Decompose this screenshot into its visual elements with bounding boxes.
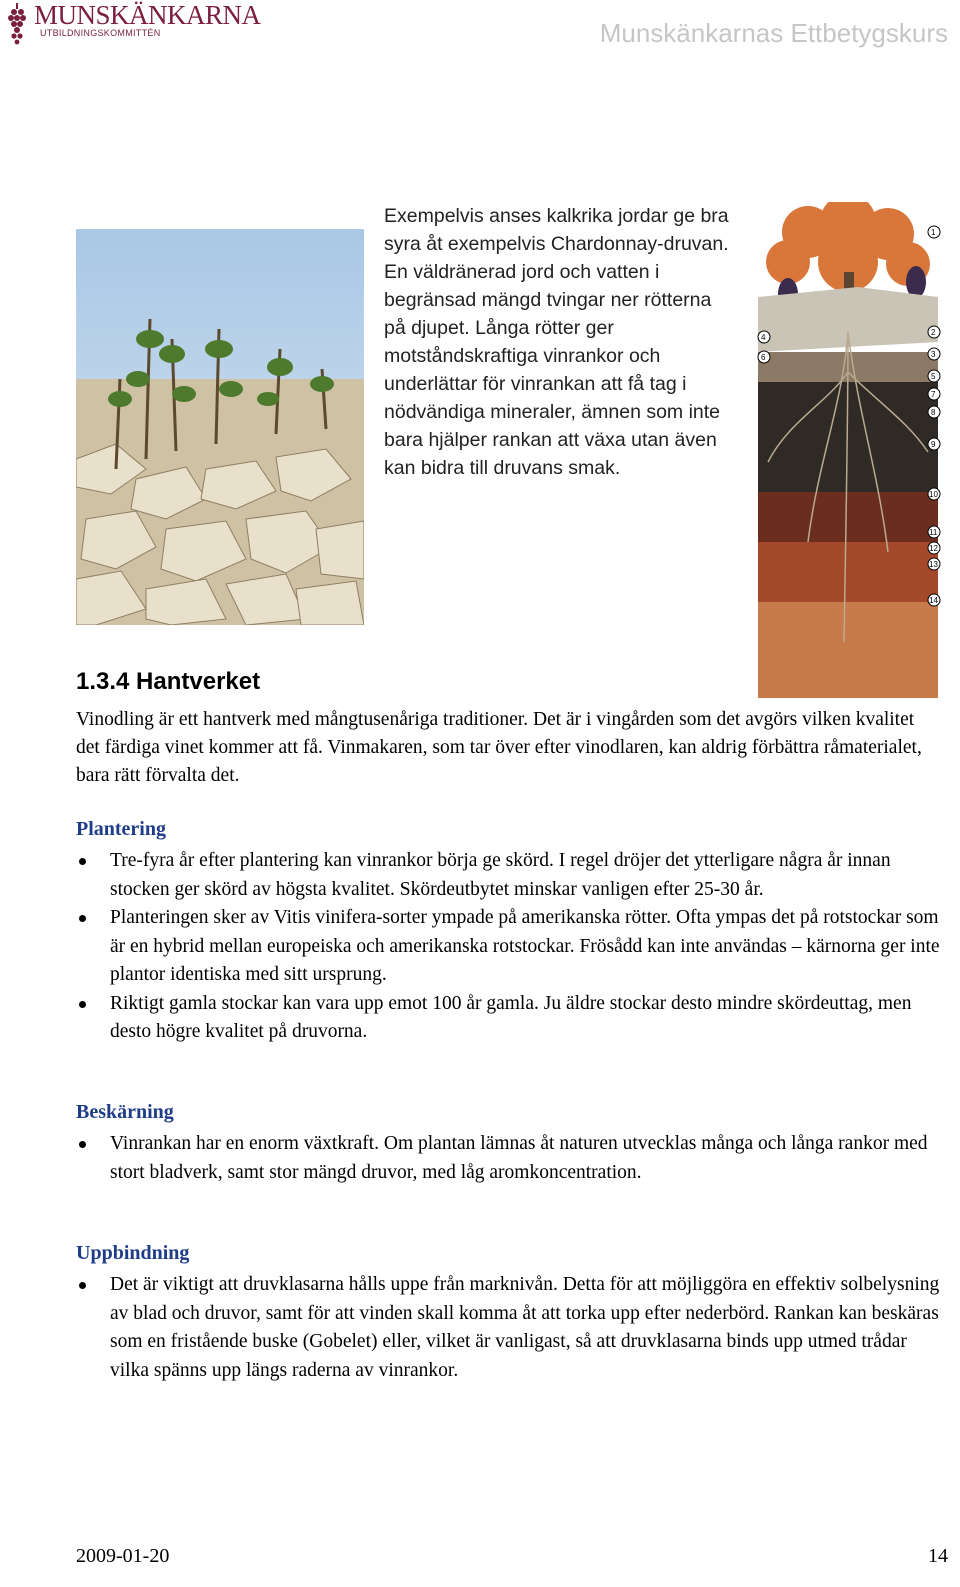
svg-text:10: 10: [929, 490, 938, 499]
footer-date: 2009-01-20: [76, 1545, 170, 1567]
heading-plantering: Plantering: [76, 818, 166, 840]
list-item: Det är viktigt att druvklasarna hålls uppe från marknivån. Detta för att möjliggöra en effektiv solbelysning av blad och druvor, samt för att vinden skall komma åt att torka upp efter nederbörd. Rankan kan beskäras som en fristående buske (Gobelet) eller, vilket är vanligast, så att druvklasarna binds upp utmed trådar vilka spänns upp längs raderna av vinrankor.: [76, 1271, 944, 1385]
soil-diagram: [748, 202, 948, 698]
plantering-list: [76, 847, 944, 1047]
list-item: Tre-fyra år efter plantering kan vinrankor börja ge skörd. I regel dröjer det ytterligare några år innan stocken ger skörd av högsta kvalitet. Skördeutbytet minskar vanligen efter 25-30 år.: [76, 847, 944, 904]
beskarning-list: [76, 1130, 944, 1187]
logo-title: MUNSKÄNKARNA: [34, 0, 261, 30]
svg-text:6: 6: [761, 353, 766, 362]
svg-text:5: 5: [931, 372, 936, 381]
svg-text:2: 2: [931, 328, 936, 337]
logo: [4, 0, 261, 54]
section-intro: Vinodling är ett hantverk med mångtusenåriga traditioner. Det är i vingården som det avgörs vilken kvalitet det färdiga vinet kommer att få. Vinmakaren, som tar över efter vinodlaren, kan aldrig förbättra råmaterialet, bara rätt förvalta det.: [76, 709, 922, 786]
grape-logo-icon: [4, 0, 34, 54]
page-number: 14: [928, 1545, 948, 1567]
svg-text:14: 14: [929, 596, 938, 605]
list-item: Vinrankan har en enorm växtkraft. Om plantan lämnas åt naturen utvecklas många och långa rankor med stort bladverk, samt stor mängd druvor, med låg aromkoncentration.: [76, 1130, 944, 1187]
uppbindning-list: [76, 1271, 944, 1385]
svg-text:12: 12: [929, 544, 938, 553]
vineyard-photo: [76, 229, 364, 625]
svg-text:8: 8: [931, 408, 936, 417]
svg-text:1: 1: [931, 228, 936, 237]
svg-text:11: 11: [929, 528, 938, 537]
heading-beskarning: Beskärning: [76, 1101, 174, 1123]
svg-text:3: 3: [931, 350, 936, 359]
list-item: Planteringen sker av Vitis vinifera-sorter ympade på amerikanska rötter. Ofta ympas det på rotstockar som är en hybrid mellan europeiska och amerikanska rotstockar. Frösådd kan inte användas – kärnorna ger inte plantor identiska med sitt ursprung.: [76, 904, 944, 990]
logo-subtitle: UTBILDNINGSKOMMITTÉN: [40, 28, 161, 38]
svg-text:13: 13: [929, 560, 938, 569]
svg-text:7: 7: [931, 390, 936, 399]
course-title: Munskänkarnas Ettbetygskurs: [599, 18, 948, 48]
svg-text:4: 4: [761, 333, 766, 342]
heading-uppbindning: Uppbindning: [76, 1242, 190, 1264]
section-heading: 1.3.4 Hantverket: [76, 668, 261, 695]
intro-paragraph: Exempelvis anses kalkrika jordar ge bra syra åt exempelvis Chardonnay-druvan. En väldränerad jord och vatten i begränsad mängd tvingar ner rötterna på djupet. Långa rötter ger motståndskraftiga vinrankor och underlättar för vinrankan att få tag i nödvändiga mineraler, ämnen som inte bara hjälper rankan att växa utan även kan bidra till druvans smak.: [384, 205, 729, 479]
svg-text:9: 9: [931, 440, 936, 449]
list-item: Riktigt gamla stockar kan vara upp emot 100 år gamla. Ju äldre stockar desto mindre skördeuttag, men desto högre kvalitet på druvorna.: [76, 990, 944, 1047]
